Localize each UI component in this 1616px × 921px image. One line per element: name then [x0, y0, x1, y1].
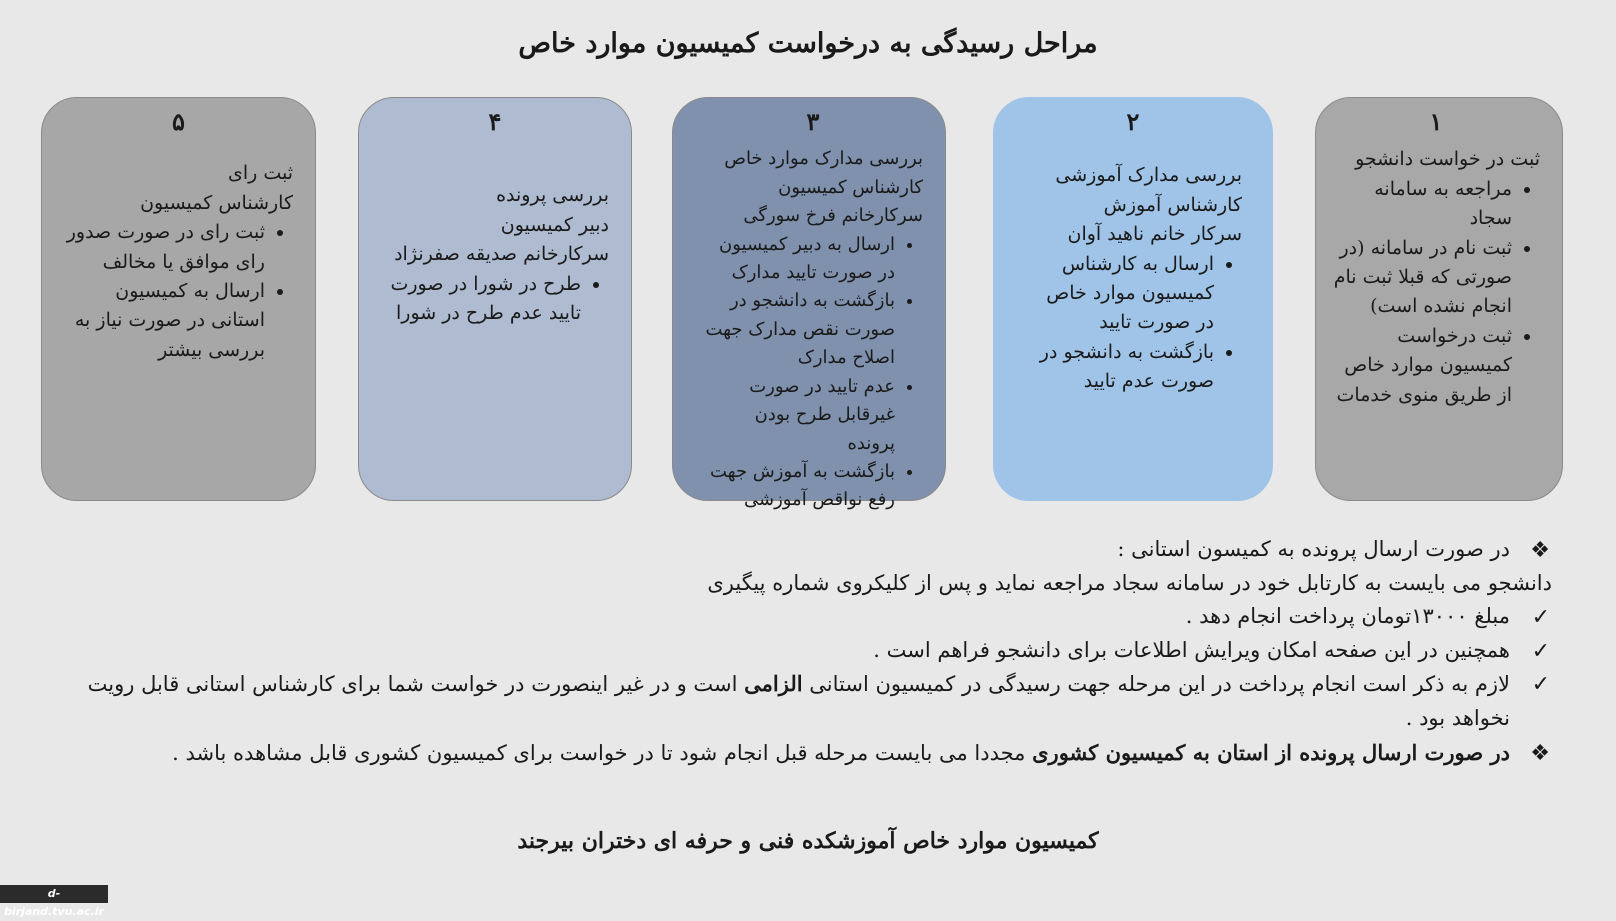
note-text: مجددا می بایست مرحله قبل انجام شود تا در خواست برای کمیسیون کشوری قابل مشاهده باشد . — [172, 740, 1026, 765]
step-number: ۵ — [172, 107, 185, 136]
step-line: سرکارخانم صدیقه صفرنژاد — [394, 243, 609, 266]
diamond-bullet-icon: ❖ — [1530, 538, 1550, 563]
step-line: سرکار خانم ناهید آوان — [1067, 223, 1242, 246]
step-card-1 — [1315, 97, 1563, 501]
page-title: مراحل رسیدگی به درخواست کمیسیون موارد خاص — [518, 28, 1098, 59]
note-emphasis: الزامی — [744, 671, 803, 697]
notes-section — [62, 533, 1552, 770]
step-bullet: • ارسال به کارشناس کمیسیون موارد خاص در صورت تایید — [1026, 250, 1214, 338]
note-text: در صورت ارسال پرونده به کمیسون استانی : — [1117, 537, 1510, 561]
note-text: دانشجو می بایست به کارتابل خود در سامانه سجاد مراجعه نماید و پس از کلیکروی شماره پیگیری — [707, 570, 1552, 595]
step-line: بررسی مدارک موارد خاص — [724, 148, 923, 170]
step-card-2 — [993, 97, 1273, 501]
note-text: مبلغ ۱۳۰۰۰تومان پرداخت انجام دهد . — [1185, 604, 1510, 629]
step-bullet: • ثبت نام در سامانه (در صورتی که قبلا ثبت نام انجام نشده است) — [1332, 234, 1512, 322]
step-number: ۲ — [1126, 107, 1140, 136]
note-text: همچنین در این صفحه امکان ویرایش اطلاعات برای دانشجو فراهم است . — [873, 637, 1510, 662]
note-national-commission — [62, 736, 1552, 771]
step-line: کارشناس آموزش — [1103, 193, 1242, 216]
footer-caption: کمیسیون موارد خاص آموزشکده فنی و حرفه ای دختران بیرجند — [517, 828, 1099, 854]
site-url-badge: d-birjand.tvu.ac.ir — [0, 885, 108, 903]
checkmark-icon: ✓ — [1531, 605, 1550, 631]
step-line: سرکارخانم فرخ سورگی — [743, 205, 923, 227]
step-line: بررسی مدارک آموزشی — [1055, 164, 1242, 187]
step-bullet: • عدم تایید در صورت غیرقابل طرح بودن پرونده — [703, 373, 895, 458]
step-number: ۱ — [1429, 107, 1443, 136]
step-line: دبیر کمیسیون — [500, 213, 609, 236]
step-line: کارشناس کمیسیون — [778, 176, 923, 198]
note-student-instruction — [62, 567, 1552, 601]
step-card-4 — [358, 97, 632, 501]
step-bullet: • ثبت درخواست کمیسیون موارد خاص از طریق منوی خدمات — [1332, 322, 1512, 410]
step-card-5 — [41, 97, 316, 501]
note-text: است و در غیر اینصورت در خواست شما برای کارشناس استانی قابل رویت نخواهد بود . — [87, 672, 1510, 730]
step-bullet: • ارسال به دبیر کمیسیون در صورت تایید مدارک — [703, 231, 895, 288]
step-line: بررسی پرونده — [496, 184, 609, 207]
note-emphasis: در صورت ارسال پرونده از استان به کمیسیون کشوری — [1032, 739, 1510, 765]
step-bullet: • طرح در شورا در صورت تایید عدم طرح در شورا — [381, 270, 581, 329]
note-text: لازم به ذکر است انجام پرداخت در این مرحله جهت رسیدگی در کمیسیون استانی — [809, 672, 1510, 697]
step-bullet: • بازگشت به دانشجو در صورت عدم تایید — [1026, 338, 1214, 397]
checkmark-icon: ✓ — [1531, 672, 1550, 698]
step-card-3 — [672, 97, 946, 511]
step-bullet: • مراجعه به سامانه سجاد — [1332, 175, 1512, 234]
note-payment — [62, 600, 1552, 634]
step-line: کارشناس کمیسیون — [140, 191, 293, 214]
note-edit-info — [62, 634, 1552, 668]
diamond-bullet-icon: ❖ — [1530, 740, 1550, 766]
step-bullet: • بازگشت به دانشجو در صورت نقص مدارک جهت اصلاح مدارک — [703, 287, 895, 372]
step-bullet: • ارسال به کمیسیون استانی در صورت نیاز به بررسی بیشتر — [64, 277, 265, 365]
step-bullet: • بازگشت به آموزش جهت رفع نواقص آموزشی — [703, 458, 895, 515]
note-mandatory-payment — [62, 667, 1552, 735]
step-number: ۴ — [488, 107, 502, 136]
step-number: ۳ — [806, 107, 820, 136]
note-provincial-heading — [62, 533, 1552, 567]
step-line: ثبت در خواست دانشجو — [1355, 148, 1540, 171]
step-bullet: • ثبت رای در صورت صدور رای موافق یا مخالف — [64, 218, 265, 277]
step-line: ثبت رای — [227, 162, 293, 185]
checkmark-icon: ✓ — [1531, 638, 1550, 664]
